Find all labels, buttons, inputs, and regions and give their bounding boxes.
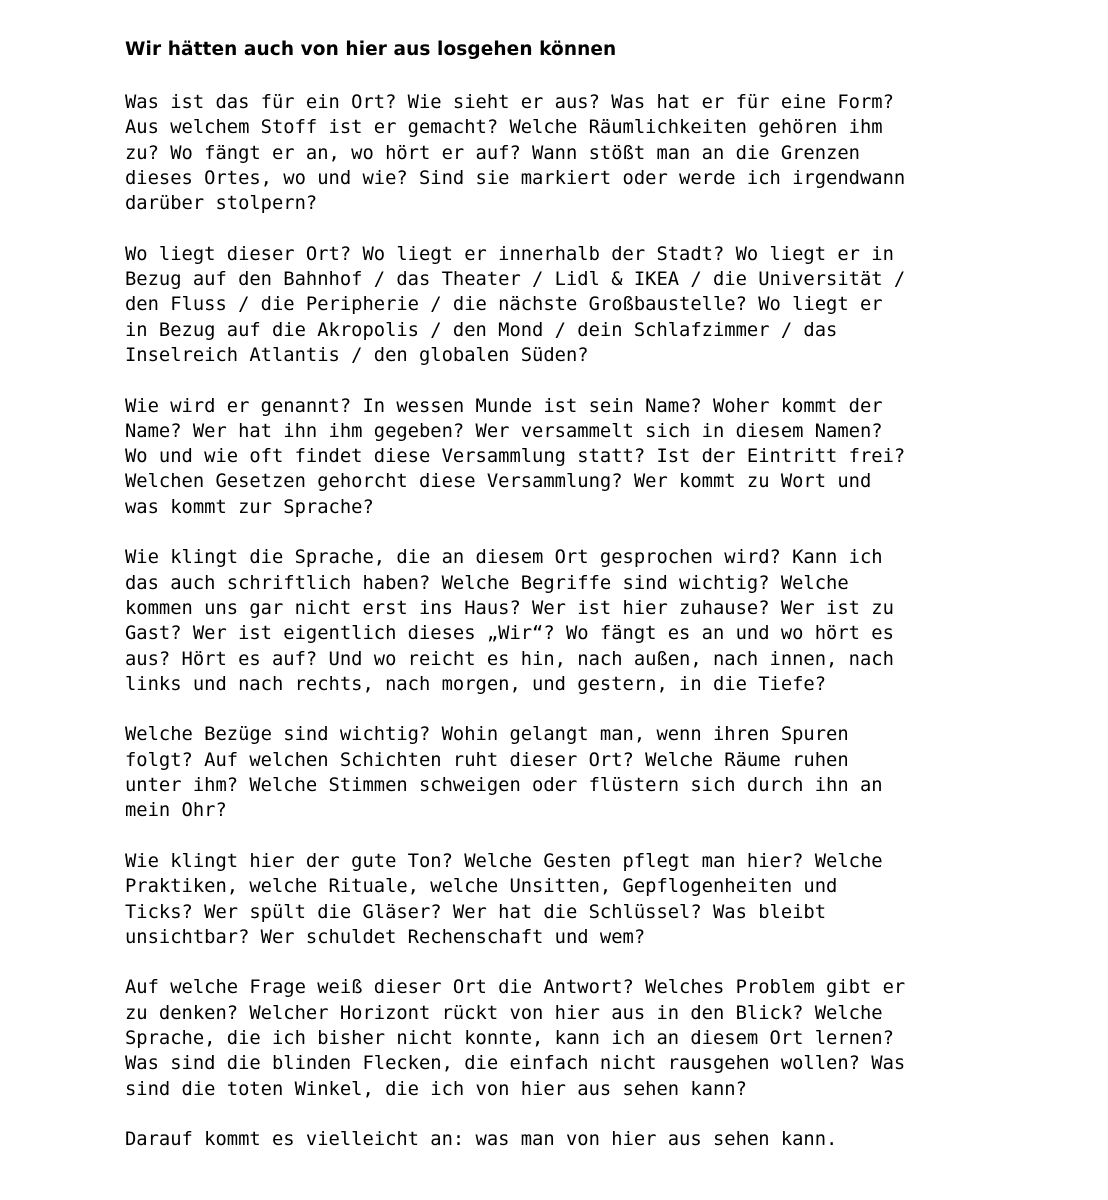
text-line: in Bezug auf die Akropolis / den Mond / dein Schlafzimmer / das [125, 319, 838, 341]
paragraph-3 [125, 394, 1085, 520]
text-line: sind die toten Winkel, die ich von hier aus sehen kann? [125, 1078, 747, 1100]
text-line: das auch schriftlich haben? Welche Begriffe sind wichtig? Welche [125, 572, 849, 594]
text-line: zu? Wo fängt er an, wo hört er auf? Wann stößt man an die Grenzen [125, 142, 860, 164]
text-line: den Fluss / die Peripherie / die nächste Großbaustelle? Wo liegt er [125, 294, 883, 316]
text-line: Welchen Gesetzen gehorcht diese Versammlung? Wer kommt zu Wort und [125, 471, 872, 493]
text-line: Sprache, die ich bisher nicht konnte, kann ich an diesem Ort lernen? [125, 1027, 894, 1049]
paragraph-2 [125, 242, 1085, 368]
text-line: darüber stolpern? [125, 193, 318, 215]
text-line: mein Ohr? [125, 800, 227, 822]
text-line: aus? Hört es auf? Und wo reicht es hin, nach außen, nach innen, nach [125, 648, 894, 670]
text-line: Name? Wer hat ihn ihm gegeben? Wer versammelt sich in diesem Namen? [125, 420, 883, 442]
text-line: Auf welche Frage weiß dieser Ort die Antwort? Welches Problem gibt er [125, 977, 906, 999]
text-line: unsichtbar? Wer schuldet Rechenschaft und wem? [125, 926, 646, 948]
text-line: dieses Ortes, wo und wie? Sind sie markiert oder werde ich irgendwann [125, 167, 906, 189]
paragraph-6 [125, 849, 1085, 950]
text-line: Wo liegt dieser Ort? Wo liegt er innerhalb der Stadt? Wo liegt er in [125, 243, 894, 265]
paragraph-4 [125, 545, 1085, 697]
paragraph-5 [125, 722, 1085, 823]
text-line: Praktiken, welche Rituale, welche Unsitten, Gepflogenheiten und [125, 876, 838, 898]
text-line: Ticks? Wer spült die Gläser? Wer hat die Schlüssel? Was bleibt [125, 901, 827, 923]
text-line: Was ist das für ein Ort? Wie sieht er aus? Was hat er für eine Form? [125, 92, 894, 113]
text-line: unter ihm? Welche Stimmen schweigen oder flüstern sich durch ihn an [125, 775, 883, 797]
paragraph-8 [125, 1127, 1085, 1152]
text-line: was kommt zur Sprache? [125, 496, 374, 518]
text-line: Wie klingt die Sprache, die an diesem Ort gesprochen wird? Kann ich [125, 547, 883, 569]
text-line: links und nach rechts, nach morgen, und gestern, in die Tiefe? [125, 673, 827, 695]
text-line: zu denken? Welcher Horizont rückt von hier aus in den Blick? Welche [125, 1002, 883, 1024]
text-line: Aus welchem Stoff ist er gemacht? Welche Räumlichkeiten gehören ihm [125, 117, 883, 139]
text-line: Wie klingt hier der gute Ton? Welche Gesten pflegt man hier? Welche [125, 850, 883, 872]
text-line: Inselreich Atlantis / den globalen Süden? [125, 344, 589, 366]
document-title: Wir hätten auch von hier aus losgehen können [125, 39, 617, 60]
text-line: Wo und wie oft findet diese Versammlung statt? Ist der Eintritt frei? [125, 446, 906, 468]
document-page [125, 0, 1085, 1178]
text-line: Bezug auf den Bahnhof / das Theater / Lidl & IKEA / die Universität / [125, 269, 906, 291]
text-line: Was sind die blinden Flecken, die einfach nicht rausgehen wollen? Was [125, 1053, 906, 1075]
paragraph-7 [125, 975, 1085, 1101]
text-line: Darauf kommt es vielleicht an: was man von hier aus sehen kann. [125, 1129, 838, 1151]
paragraph-1 [125, 90, 1085, 216]
text-line: folgt? Auf welchen Schichten ruht dieser Ort? Welche Räume ruhen [125, 749, 849, 771]
text-line: Wie wird er genannt? In wessen Munde ist sein Name? Woher kommt der [125, 395, 883, 417]
text-line: Welche Bezüge sind wichtig? Wohin gelangt man, wenn ihren Spuren [125, 724, 849, 746]
document-body [125, 90, 1085, 1152]
text-line: Gast? Wer ist eigentlich dieses „Wir“? Wo fängt es an und wo hört es [125, 623, 894, 645]
text-line: kommen uns gar nicht erst ins Haus? Wer ist hier zuhause? Wer ist zu [125, 597, 894, 619]
